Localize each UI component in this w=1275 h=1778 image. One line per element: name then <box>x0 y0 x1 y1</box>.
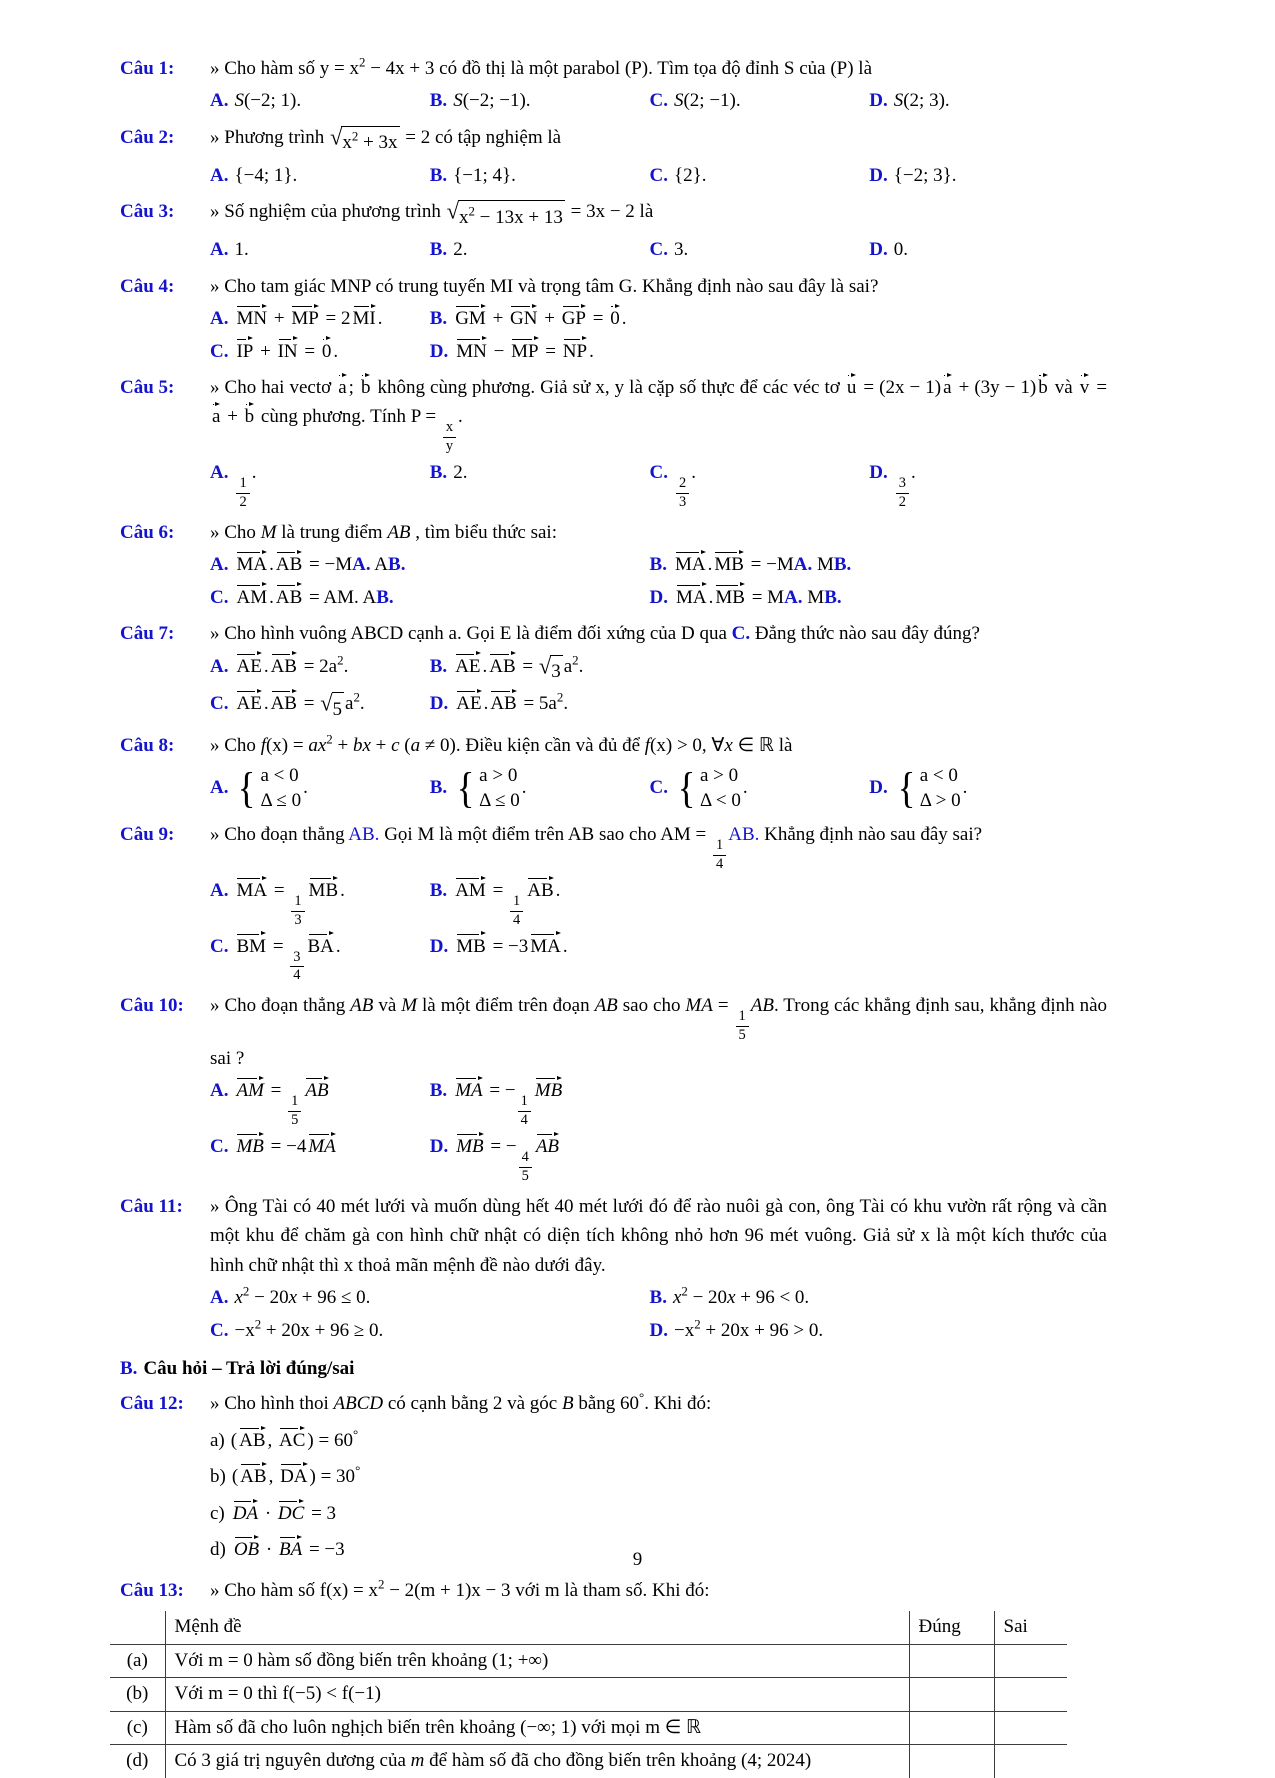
option-letter: C. <box>210 1319 229 1341</box>
vector-arrow: IP <box>236 340 254 362</box>
vector-arrow: AE <box>236 655 262 677</box>
option-d: D. 0. <box>869 239 908 261</box>
question-1 <box>120 54 1107 119</box>
dung-cell[interactable] <box>909 1745 994 1778</box>
options-row <box>210 652 1107 687</box>
option-letter: C. <box>649 776 668 798</box>
option-a: A. {−4; 1}. <box>210 164 298 186</box>
vector-arrow: BA <box>278 1539 303 1561</box>
options-row <box>210 86 1107 115</box>
square-root: √ $x^2 + 3x$ <box>330 126 399 158</box>
question-text: » Ông Tài có 40 mét lưới và muốn dùng hết 40 mét lưới đó để rào nuôi gà con, ông Tài có khu vườn rất rộng và cần một khu để chăm gà con hình chữ nhật có diện tích không nhỏ hơn 96 mét vuông. Giả sử x là một kích thước của hình chữ nhật thì x thoả mãn mệnh đề nào dưới đây. <box>210 1195 1107 1276</box>
option-c: C. AE . AB = √ 5 $a^2$. <box>210 689 430 724</box>
option-b: B. {−1; 4}. <box>429 164 516 186</box>
vector-arrow: AB <box>270 655 297 677</box>
question-label: Câu 5: <box>120 376 175 398</box>
question-text: » Cho tam giác MNP có trung tuyến MI và trọng tâm G. Khẳng định nào sau đây là sai? <box>210 275 879 297</box>
option-c: C. AM . AB = AM. AB. <box>210 586 394 608</box>
option-d: D. S(2; 3). <box>869 90 950 112</box>
brace-system: { a > 0 Δ ≤ 0 <box>456 764 520 813</box>
row-label: (b) <box>110 1678 165 1712</box>
option-c: C. IP + IN = 0 . <box>210 340 339 362</box>
option-letter: D. <box>649 586 668 608</box>
option-letter: C. <box>210 340 229 362</box>
option-letter: A. <box>210 776 229 798</box>
vector-arrow: AE <box>456 693 482 715</box>
section-letter: B. <box>120 1357 138 1379</box>
options-row <box>210 235 1107 264</box>
option-b: B. AM = $\frac{1}{4}$ AB . <box>429 879 561 928</box>
left-brace: { <box>897 764 916 813</box>
option-c: C. BM = $\frac{3}{4}$ BA . <box>210 935 341 984</box>
vector-arrow: GM <box>455 308 486 330</box>
fraction: $\frac{1}{2}$ <box>236 476 249 511</box>
option-a: A. $\frac{1}{2}$ . <box>210 462 257 510</box>
option-c: C. 3. <box>649 239 689 261</box>
option-b: B. S(−2; −1). <box>429 90 531 112</box>
question-9 <box>120 820 1107 987</box>
statement-c: c) DA · DC = 3 <box>210 1502 337 1524</box>
header-cell: Sai <box>994 1611 1067 1644</box>
square-root: √ 5 <box>320 692 344 724</box>
vector-arrow: MA <box>530 935 561 957</box>
row-label: (d) <box>110 1745 165 1778</box>
vector-arrow: MN <box>456 340 487 362</box>
vector-arrow: MP <box>511 340 539 362</box>
options-row <box>210 1316 1107 1345</box>
option-letter: A. <box>210 462 229 484</box>
brace-system: { a < 0 Δ ≤ 0 <box>238 764 302 813</box>
options-row <box>210 337 1107 366</box>
question-text: » Cho đoạn thẳng AB. Gọi M là một điểm trên AB sao cho AM = $\frac{1}{4}$ AB. Khẳng định nào sau đây sai? <box>210 824 983 872</box>
vector-arrow: AB <box>535 1136 560 1158</box>
question-label: Câu 9: <box>120 824 175 846</box>
vector-arrow: MA <box>236 879 268 901</box>
question-text: » Số nghiệm của phương trình √ $x^2 - 13x + 13$ = 3x − 2 là <box>210 197 1107 232</box>
option-a: A. { a < 0 Δ ≤ 0 . <box>210 764 308 813</box>
vector-arrow: BM <box>236 935 267 957</box>
option-a: A. S(−2; 1). <box>210 90 302 112</box>
statement-letter: c) <box>210 1502 225 1524</box>
vector-arrow: GN <box>510 308 538 330</box>
option-d: D. $\frac{3}{2}$ . <box>869 462 916 510</box>
vector-arrow: AM <box>236 1080 264 1102</box>
option-letter: B. <box>429 308 448 330</box>
vector-arrow: AB <box>270 693 297 715</box>
options-row <box>210 161 1107 190</box>
fraction: $\frac{x}{y}$ <box>443 420 456 455</box>
vector-arrow: b <box>1038 376 1048 398</box>
options-row <box>210 764 1107 813</box>
question-label: Câu 13: <box>120 1579 184 1601</box>
cau13-true-false-table <box>110 1611 1067 1778</box>
option-letter: D. <box>429 693 449 715</box>
vector-arrow: MB <box>308 879 339 901</box>
options-row <box>210 1132 1107 1185</box>
option-letter: D. <box>869 239 888 261</box>
vector-arrow: MB <box>456 935 486 957</box>
option-letter: B. <box>429 164 448 186</box>
option-letter: B. <box>429 655 448 677</box>
option-letter: B. <box>649 1287 667 1309</box>
fraction: $\frac{1}{5}$ <box>736 1009 749 1044</box>
vector-arrow: a <box>943 376 952 398</box>
option-b: B. MA . MB = −MA. MB. <box>649 554 852 576</box>
vector-arrow: OB <box>233 1539 260 1561</box>
row-label: (a) <box>110 1644 165 1678</box>
option-b: B. GM + GN + GP = 0 . <box>429 308 627 330</box>
option-letter: C. <box>210 1136 229 1158</box>
options-row <box>210 932 1107 985</box>
fraction: $\frac{1}{4}$ <box>713 838 726 873</box>
option-letter: A. <box>210 308 229 330</box>
vector-arrow: DC <box>277 1502 305 1524</box>
question-13 <box>120 1576 1107 1605</box>
radical-icon: √ <box>320 690 333 716</box>
statement-a: a) ( AB , AC ) = 60° <box>210 1426 359 1451</box>
dung-cell[interactable] <box>909 1711 994 1745</box>
table-row-a <box>110 1644 1067 1678</box>
fraction: $\frac{1}{3}$ <box>291 894 304 929</box>
option-letter: A. <box>210 554 229 576</box>
vector-arrow: AM <box>455 879 486 901</box>
fraction: $\frac{2}{3}$ <box>676 476 689 511</box>
vector-arrow: AB <box>305 1080 329 1102</box>
vector-arrow: AB <box>275 554 303 576</box>
option-letter: C. <box>210 935 229 957</box>
question-6 <box>120 518 1107 615</box>
question-label: Câu 12: <box>120 1393 184 1415</box>
option-letter: D. <box>869 164 888 186</box>
option-letter: A. <box>210 90 229 112</box>
option-d: D. MB = −3 MA . <box>429 935 568 957</box>
question-3 <box>120 197 1107 267</box>
brace-system: { a > 0 Δ < 0 <box>677 764 741 813</box>
option-letter: B. <box>429 462 448 484</box>
question-label: Câu 3: <box>120 201 175 223</box>
fraction: $\frac{3}{2}$ <box>896 476 909 511</box>
question-4 <box>120 272 1107 369</box>
question-label: Câu 11: <box>120 1195 183 1217</box>
option-letter: C. <box>649 164 668 186</box>
option-d: D. $-x^2 + 20x + 96 > 0$. <box>649 1316 824 1341</box>
option-b: B. 2. <box>429 239 468 261</box>
option-letter: B. <box>429 776 448 798</box>
vector-arrow: AE <box>236 693 262 715</box>
option-b: B. MA = − $\frac{1}{4}$ MB <box>429 1080 563 1129</box>
vector-arrow: MB <box>534 1080 563 1102</box>
statement-letter: b) <box>210 1466 226 1488</box>
options-row <box>210 304 1107 333</box>
option-letter: C. <box>210 586 229 608</box>
radical-icon: √ <box>330 124 343 150</box>
vector-arrow: AB <box>240 1466 267 1488</box>
option-letter: A. <box>210 239 229 261</box>
option-b: B. $x^2 - 20x + 96 < 0$. <box>649 1283 810 1309</box>
vector-arrow: MA <box>455 1080 483 1102</box>
vector-arrow: u <box>846 376 857 398</box>
question-label: Câu 7: <box>120 623 175 645</box>
option-c: C. { a > 0 Δ < 0 . <box>649 764 748 813</box>
radical-icon: √ <box>446 198 459 224</box>
brace-system: { a < 0 Δ > 0 <box>897 764 961 813</box>
question-8 <box>120 731 1107 816</box>
option-letter: C. <box>210 693 229 715</box>
vector-arrow: b <box>360 376 371 398</box>
option-d: D. MB = − $\frac{4}{5}$ AB <box>429 1136 560 1184</box>
menh-de-cell: Có 3 giá trị nguyên dương của m để hàm số đã cho đồng biến trên khoảng (4; 2024) <box>165 1745 909 1778</box>
vector-arrow: MB <box>714 554 744 576</box>
vector-arrow: GP <box>561 308 586 330</box>
options-row <box>210 550 1107 579</box>
option-a: A. AE . AB = $2a^2$. <box>210 652 349 677</box>
question-text: » Cho đoạn thẳng AB và M là một điểm trên đoạn AB sao cho MA = $\frac{1}{5}$ AB. Trong các khẳng định sau, khẳng định nào sai ? <box>210 995 1108 1069</box>
option-letter: D. <box>429 1136 449 1158</box>
table-header-row <box>110 1611 1067 1644</box>
question-text: » Phương trình √ $x^2 + 3x$ = 2 có tập nghiệm là <box>210 123 1107 158</box>
option-a: A. MA . AB = −MA. AB. <box>210 554 406 576</box>
square-root: √ $x^2 - 13x + 13$ <box>447 200 565 232</box>
vector-arrow: AB <box>489 655 516 677</box>
question-text: » Cho hình thoi ABCD có cạnh bằng 2 và góc B bằng 60°. Khi đó: <box>210 1390 712 1415</box>
questions-container <box>120 54 1107 1778</box>
option-letter: A. <box>210 1287 229 1309</box>
question-text: » Cho $f(x) = ax^2$ + bx + c (a ≠ 0). Điều kiện cần và đủ để f(x) > 0, ∀x ∈ ℝ là <box>210 732 793 757</box>
vector-arrow: MA <box>308 1136 336 1158</box>
fraction: $\frac{1}{5}$ <box>288 1094 301 1129</box>
dung-cell[interactable] <box>909 1678 994 1712</box>
option-d: D. {−2; 3}. <box>869 164 957 186</box>
option-letter: D. <box>869 462 888 484</box>
question-text: » Cho hình vuông ABCD cạnh a. Gọi E là điểm đối xứng của D qua C. Đẳng thức nào sau đây đúng? <box>210 623 980 645</box>
vector-arrow: MA <box>676 586 707 608</box>
options-row <box>210 583 1107 612</box>
question-2 <box>120 123 1107 193</box>
vector-arrow: MB <box>456 1136 484 1158</box>
statement-b: b) ( AB , DA ) = 30° <box>210 1462 361 1488</box>
option-letter: A. <box>210 655 229 677</box>
option-a: A. AM = $\frac{1}{5}$ AB <box>210 1080 329 1129</box>
option-d: D. MA . MB = MA. MB. <box>649 586 842 608</box>
vector-arrow: a <box>212 406 221 428</box>
option-b: B. AE . AB = √ 3 $a^2$. <box>430 652 1107 687</box>
table-row-b <box>110 1678 1067 1712</box>
options-row <box>210 689 1107 724</box>
options-row <box>210 1283 1107 1312</box>
table-row-d <box>110 1745 1067 1778</box>
sai-cell[interactable] <box>994 1678 1067 1712</box>
header-empty-cell <box>110 1611 165 1644</box>
vector-arrow: AB <box>527 879 554 901</box>
fraction: $\frac{4}{5}$ <box>519 1150 532 1185</box>
row-label: (c) <box>110 1711 165 1745</box>
menh-de-cell: Hàm số đã cho luôn nghịch biến trên khoảng (−∞; 1) với mọi m ∈ ℝ <box>165 1711 909 1745</box>
vector-arrow: AB <box>239 1429 266 1451</box>
header-cell: Mệnh đề <box>165 1611 909 1644</box>
vector-arrow: 0 <box>321 340 332 362</box>
question-text: » Cho hai vectơ a ; b không cùng phương. Giả sử x, y là cặp số thực để các véc tơ u = (2x − 1) a + (3y − 1) b và v = a + b cùng phương. Tính P = $\frac{x}{y}$ . <box>210 376 1108 455</box>
dung-cell[interactable] <box>909 1644 994 1678</box>
statement-letter: d) <box>210 1539 226 1561</box>
options-row <box>210 876 1107 929</box>
option-letter: C. <box>649 239 668 261</box>
option-d: D. AE . AB = $5a^2$. <box>429 690 569 715</box>
question-label: Câu 1: <box>120 58 175 79</box>
option-d: D. MN − MP = NP . <box>429 340 594 362</box>
options-row <box>210 1076 1107 1129</box>
option-letter: B. <box>429 90 448 112</box>
vector-arrow: BA <box>307 935 334 957</box>
option-letter: D. <box>429 340 449 362</box>
option-letter: D. <box>649 1319 668 1341</box>
sai-cell[interactable] <box>994 1745 1067 1778</box>
vector-arrow: MP <box>291 308 319 330</box>
vector-arrow: 0 <box>610 308 620 330</box>
option-letter: A. <box>210 1080 229 1102</box>
vector-arrow: MB <box>236 1136 264 1158</box>
header-cell: Đúng <box>909 1611 994 1644</box>
sai-cell[interactable] <box>994 1711 1067 1745</box>
option-c: C. $\frac{2}{3}$ . <box>649 462 696 510</box>
option-c: C. S(2; −1). <box>649 90 741 112</box>
question-label: Câu 2: <box>120 126 175 148</box>
option-letter: B. <box>429 879 448 901</box>
question-text: » Cho M là trung điểm AB , tìm biểu thức sai: <box>210 521 557 543</box>
vector-arrow: MB <box>715 586 745 608</box>
option-letter: C. <box>649 462 668 484</box>
left-brace: { <box>677 764 696 813</box>
statement-letter: a) <box>210 1429 225 1451</box>
vector-arrow: AB <box>490 693 517 715</box>
option-b: B. { a > 0 Δ ≤ 0 . <box>429 764 527 813</box>
question-5 <box>120 373 1107 514</box>
option-d: D. { a < 0 Δ > 0 . <box>869 764 968 813</box>
question-label: Câu 10: <box>120 995 184 1017</box>
sai-cell[interactable] <box>994 1644 1067 1678</box>
question-label: Câu 4: <box>120 275 175 297</box>
option-a: A. $x^2 - 20x + 96 \le 0$. <box>210 1283 371 1309</box>
vector-arrow: AC <box>279 1429 306 1451</box>
page-number: 9 <box>632 1548 643 1570</box>
vector-arrow: AB <box>275 586 303 608</box>
option-letter: A. <box>210 164 229 186</box>
option-letter: A. <box>210 879 229 901</box>
option-c: C. {2}. <box>649 164 707 186</box>
fraction: $\frac{1}{4}$ <box>510 894 523 929</box>
option-a: A. 1. <box>210 239 249 261</box>
vector-arrow: MA <box>236 554 268 576</box>
question-10 <box>120 991 1107 1188</box>
square-root: √ 3 <box>539 655 563 687</box>
option-a: A. MA = $\frac{1}{3}$ MB . <box>210 879 345 928</box>
vector-arrow: a <box>338 376 347 398</box>
section-title: Câu hỏi – Trả lời đúng/sai <box>143 1357 355 1379</box>
vector-arrow: NP <box>562 340 588 362</box>
option-letter: D. <box>429 935 449 957</box>
vector-arrow: IN <box>277 340 298 362</box>
radical-icon: √ <box>538 653 552 678</box>
vector-arrow: MI <box>352 308 376 330</box>
vector-arrow: AE <box>455 655 481 677</box>
menh-de-cell: Với m = 0 hàm số đồng biến trên khoảng (1; +∞) <box>165 1644 909 1678</box>
vector-arrow: MN <box>236 308 268 330</box>
vector-arrow: DA <box>232 1502 259 1524</box>
left-brace: { <box>238 764 256 813</box>
question-7 <box>120 619 1107 727</box>
vector-arrow: v <box>1079 376 1090 398</box>
option-a: A. MN + MP = 2 MI . <box>210 308 383 330</box>
menh-de-cell: Với m = 0 thì f(−5) < f(−1) <box>165 1678 909 1712</box>
option-letter: D. <box>869 90 888 112</box>
option-c: C. $-x^2 + 20x + 96 \ge 0$. <box>210 1316 384 1341</box>
vector-arrow: b <box>244 406 255 428</box>
option-b: B. 2. <box>429 462 468 484</box>
question-text: » Cho hàm số $f(x) = x^2 - 2(m + 1)x - 3$ với m là tham số. Khi đó: <box>210 1576 710 1601</box>
section-b-header <box>120 1354 1107 1383</box>
left-brace: { <box>456 764 475 813</box>
option-letter: B. <box>429 239 448 261</box>
table-row-c <box>110 1711 1067 1745</box>
vector-arrow: DA <box>280 1466 308 1488</box>
question-11 <box>120 1192 1107 1348</box>
statement-d: d) OB · BA = −3 <box>210 1539 345 1561</box>
vector-arrow: AM <box>236 586 268 608</box>
option-letter: B. <box>649 554 667 576</box>
option-letter: B. <box>429 1080 448 1102</box>
question-text: » Cho hàm số $y = x^2 - 4x + 3$ có đồ thị là một parabol (P). Tìm tọa độ đỉnh S của (P) là <box>210 54 873 79</box>
question-label: Câu 8: <box>120 735 175 757</box>
fraction: $\frac{1}{4}$ <box>518 1094 531 1129</box>
vector-arrow: MA <box>674 554 706 576</box>
question-label: Câu 6: <box>120 521 175 543</box>
fraction: $\frac{3}{4}$ <box>290 950 303 985</box>
option-letter: C. <box>649 90 668 112</box>
option-letter: D. <box>869 776 888 798</box>
option-c: C. MB = −4 MA <box>210 1136 336 1158</box>
options-row <box>210 458 1107 511</box>
